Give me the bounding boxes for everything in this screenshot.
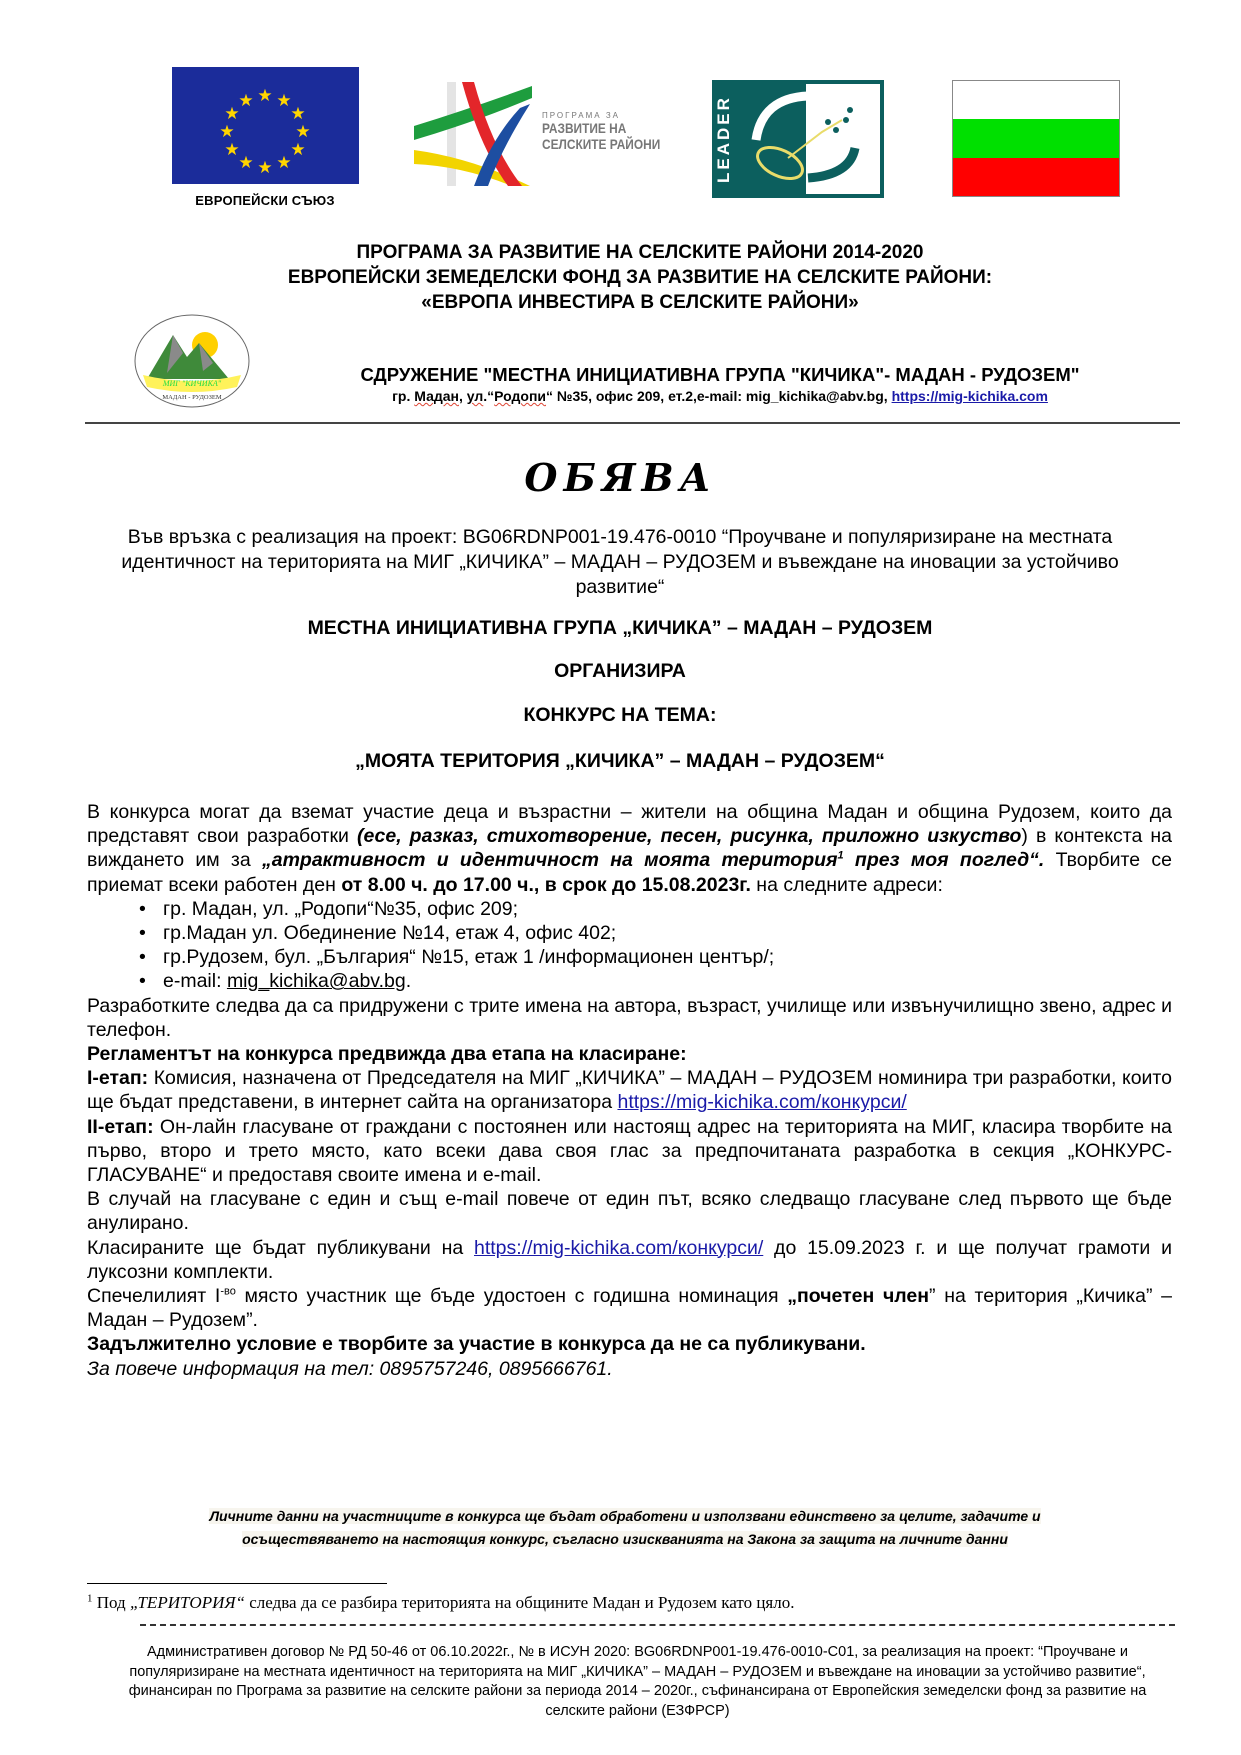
privacy-notice xyxy=(130,1505,1120,1551)
svg-text:★: ★ xyxy=(219,122,235,141)
footer-funding-text: Административен договор № РД 50-46 от 06.10.2022г., № в ИСУН 2020: BG06RDNP001-19.476-0010-C01, за реализация на проект: “Проучване и популяризиране на местната идентичност на територията на МИГ „КИЧИКА” – МАДАН – РУДОЗЕМ и въвеждане на иновации за устойчиво развитие“, финансиран по Програма за развитие на селските райони за периода 2014 – 2020г., съфинансирана от Европейския земеделски фонд за развитие на селските райони (ЕЗФРСР) xyxy=(128,1644,1147,1719)
svg-text:★: ★ xyxy=(238,91,254,110)
program-header-line1: ПРОГРАМА ЗА РАЗВИТИЕ НА СЕЛСКИТЕ РАЙОНИ 2014-2020 xyxy=(356,242,924,263)
svg-text:МАДАН - РУДОЗЕМ: МАДАН - РУДОЗЕМ xyxy=(162,394,222,401)
stage1-paragraph: I-етап: Комисия, назначена от Председателя на МИГ „КИЧИКА” – МАДАН – РУДОЗЕМ номинира три разработки, които ще бъдат представени, в интернет сайта на организатора https://mig-kichika.com/конкурси/ xyxy=(87,1067,1172,1114)
program-header xyxy=(200,240,1080,315)
svg-text:★: ★ xyxy=(224,104,240,123)
eu-label: ЕВРОПЕЙСКИ СЪЮЗ xyxy=(195,193,335,208)
winner-paragraph: Спечелилият $I^{-во}$ място участник ще бъде удостоен с годишна номинация „почетен член” на територия „Кичика” – Мадан – Рудозем”. xyxy=(87,1285,1172,1332)
program-header-line3: «ЕВРОПА ИНВЕСТИРА В СЕЛСКИТЕ РАЙОНИ» xyxy=(421,292,859,313)
organization-name: СДРУЖЕНИЕ "МЕСТНА ИНИЦИАТИВНА ГРУПА "КИЧИКА"- МАДАН - РУДОЗЕМ" xyxy=(360,364,1080,385)
contest-link-results[interactable]: https://mig-kichika.com/конкурси/ xyxy=(474,1236,764,1259)
svg-text:★: ★ xyxy=(257,86,273,105)
duplicate-vote-paragraph: В случай на гласуване с един и същ e-mail повече от един път, всяко следващо гласуване след първото ще бъде анулирано. xyxy=(87,1188,1172,1235)
address-item: • гр. Мадан, ул. „Родопи“№35, офис 209; xyxy=(139,897,1172,921)
document-title: ОБЯВА xyxy=(524,455,717,500)
program-header-line2: ЕВРОПЕЙСКИ ЗЕМЕДЕЛСКИ ФОНД ЗА РАЗВИТИЕ НА СЕЛСКИТЕ РАЙОНИ: xyxy=(287,267,993,288)
contest-label-heading: КОНКУРС НА ТЕМА: xyxy=(523,704,717,726)
rural-development-program-logo xyxy=(412,78,672,188)
svg-text:★: ★ xyxy=(290,104,306,123)
requirements-paragraph: Разработките следва да са придружени с трите имена на автора, възраст, училище или извънучилищно звено, адрес и телефон. xyxy=(87,994,1172,1041)
address-item-email: • e-mail: mig_kichika@abv.bg. xyxy=(139,969,1172,993)
address-item: • гр.Мадан ул. Обединение №14, етаж 4, офис 402; xyxy=(139,921,1172,945)
bulgarian-flag-icon xyxy=(952,80,1120,197)
footnote-divider xyxy=(87,1583,387,1584)
organizer-heading: МЕСТНА ИНИЦИАТИВНА ГРУПА „КИЧИКА” – МАДАН – РУДОЗЕМ xyxy=(307,617,933,639)
email-link[interactable]: mig_kichika@abv.bg xyxy=(226,970,406,993)
leader-wordmark: LEADER xyxy=(714,95,733,183)
svg-text:★: ★ xyxy=(276,91,292,110)
announcement-body xyxy=(87,800,1172,1381)
prsr-logo-line2: РАЗВИТИЕ НА xyxy=(542,120,627,136)
svg-text:★: ★ xyxy=(295,122,311,141)
footnote-ref[interactable]: 1 xyxy=(837,849,844,862)
prsr-logo-line1: ПРОГРАМА ЗА xyxy=(542,111,620,120)
mandatory-condition: Задължително условие е творбите за участие в конкурса да не са публикувани. xyxy=(87,1333,866,1356)
contest-theme-heading: „МОЯТА ТЕРИТОРИЯ „КИЧИКА” – МАДАН – РУДОЗЕМ“ xyxy=(355,750,885,772)
stage2-paragraph: II-етап: Он-лайн гласуване от граждани с постоянен или настоящ адрес на територията на МИГ, класира творбите на първо, второ и трето място, като всеки дава своя глас за предпочитаната разработка в секция „КОНКУРС-ГЛАСУВАНЕ“ и предоставя своите имена и e-mail. xyxy=(87,1115,1172,1187)
privacy-line1: Личните данни на участниците в конкурса ще бъдат обработени и използвани единствено за целите, задачите и xyxy=(209,1508,1041,1524)
organization-address: гр. Мадан, ул.“Родопи“ №35, офис 209, ет.2,e-mail: mig_kichika@abv.bg, https://mig-kichika.com xyxy=(392,388,1048,404)
svg-text:★: ★ xyxy=(238,153,254,172)
website-link[interactable]: https://mig-kichika.com xyxy=(891,388,1048,404)
address-item: • гр.Рудозем, бул. „България“ №15, етаж 1 /информационен център/; xyxy=(139,945,1172,969)
leader-logo xyxy=(712,80,884,198)
privacy-line2: осъществяването на настоящия конкурс, съгласно изискванията на Закона за защита на личните данни xyxy=(242,1531,1008,1547)
footer-dashed-divider xyxy=(140,1624,1175,1626)
svg-text:★: ★ xyxy=(276,153,292,172)
contest-link-stage1[interactable]: https://mig-kichika.com/конкурси/ xyxy=(617,1091,907,1114)
header-divider xyxy=(85,422,1180,424)
mig-kichika-logo xyxy=(133,313,251,409)
contact-info: За повече информация на тел: 0895757246, 0895666761. xyxy=(87,1357,613,1380)
svg-text:МИГ "КИЧИКА": МИГ "КИЧИКА" xyxy=(162,379,222,388)
address-list xyxy=(87,897,1172,994)
project-intro: Във връзка с реализация на проект: BG06RDNP001-19.476-0010 “Проучване и популяризиране на местната идентичност на територията на МИГ „КИЧИКА” – МАДАН – РУДОЗЕМ и въвеждане на иновации за устойчиво развитие“ xyxy=(121,526,1119,598)
prsr-logo-line3: СЕЛСКИТЕ РАЙОНИ xyxy=(542,136,661,152)
footnote: $^1$ Под „ТЕРИТОРИЯ“ следва да се разбира територията на общините Мадан и Рудозем като цяло. xyxy=(87,1592,795,1612)
svg-text:★: ★ xyxy=(290,140,306,159)
organizes-heading: ОРГАНИЗИРА xyxy=(554,660,686,682)
rules-heading: Регламентът на конкурса предвижда два етапа на класиране: xyxy=(87,1043,687,1066)
eu-flag-icon xyxy=(172,67,359,184)
participation-paragraph: В конкурса могат да вземат участие деца и възрастни – жители на община Мадан и община Рудозем, които да представят свои разработки (есе, разказ, стихотворение, песен, рисунка, приложно изкуство) в контекста на виждането им за „атрактивност и идентичност на моята територия$^1$ през моя поглед“. Творбите се приемат всеки работен ден от 8.00 ч. до 17.00 ч., в срок до 15.08.2023г. на следните адреси: xyxy=(87,801,1172,896)
svg-text:★: ★ xyxy=(257,158,273,177)
results-paragraph: Класираните ще бъдат публикувани на https://mig-kichika.com/конкурси/ до 15.09.2023 г. и ще получат грамоти и луксозни комплекти. xyxy=(87,1236,1173,1283)
svg-text:★: ★ xyxy=(224,140,240,159)
